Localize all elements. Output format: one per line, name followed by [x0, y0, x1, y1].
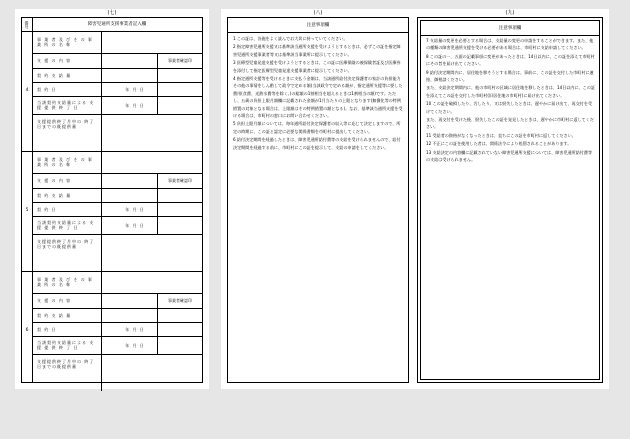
block-number: 6	[25, 328, 29, 333]
note-item: 12 不正にこの証を使用した者は、関係法令により処罰されることがあります。	[426, 141, 572, 147]
provider-entry-table	[21, 17, 203, 383]
note-item: 4 指定通所支援等を受けるときに支払う金額は、当該通所給付決定保護者の家計の負担能力その他の事情をしん酌して政令で定める額(当該政令で定める額が、指定通所支援等に要した費用(食費、光熱水費等を除く。)の総額の1割相当を超えるときは1割相当の額)です。ただし、五歳の負担上限月額欄に記載された金額が1月当たりの上限となります(無償化等の特例措置の対象となる場合は、上限額はその特例措置の額となる)。なお、基準該当通所支援を受ける場合は、市町村の窓口にお問い合わせください。	[233, 76, 403, 119]
note-item: また、支給決定期間内に、他の市町村の区域に居住地を移したときは、14日以内に、この証を添えてこの証を交付した市町村(旧居住地の市町村)に届け出てください。	[426, 85, 595, 98]
note-item: 11 受給者の資格がなくなったときは、直ちにこの証を市町村に返してください。	[426, 132, 576, 138]
date-field[interactable]: 年 月 日	[125, 342, 145, 348]
row-label-business: 事 業 者 及 び そ の 事 業 所 の 名 称	[37, 157, 93, 167]
row-label-business: 事 業 者 及 び そ の 事 業 所 の 名 称	[37, 37, 93, 47]
row-label-amount: 契 約 支 給 量	[37, 72, 72, 78]
note-item: 10 この証を破損したり、汚したり、又は紛失したときは、遅やかに届け出て、再交付を受けてください。	[426, 101, 593, 114]
number-header: 番号	[24, 20, 30, 29]
page-seven	[15, 9, 209, 389]
confirm-seal-label: 事業者確認印	[168, 298, 192, 303]
notes-frame	[417, 17, 603, 383]
note-item: 8 この証の一、五面の記載事項に変更があったときは、14日以内に、この証を添えて市町村にその旨を届け出てください。	[426, 53, 595, 67]
block-number: 4	[25, 88, 29, 93]
note-item: 5 負担上限月額については、毎年通所給付決定保護者の収入等に応じて決定しますので、所定の時期に、この証と認定に必要な関係書類を市町村に提出してください。	[233, 121, 401, 134]
date-field[interactable]: 年 月 日	[125, 206, 145, 212]
note-item: 9 給付決定期間内に、居住地を移そうとする場合は、事前に、この証を交付した市町村に連絡、御相談ください。	[426, 69, 594, 83]
notes-title: 注意事項欄	[228, 18, 408, 33]
notes-body	[233, 35, 404, 152]
row-label-amount: 契 約 支 給 量	[37, 192, 72, 198]
page-number: (七)	[107, 10, 117, 16]
note-item: 6 給付決定期間を経過したときは、障害児通所給付費等の支給を受けられませんので、給付決定期間を経過する前に、市町村にこの証を提示して、支給の申請をしてください。	[233, 137, 401, 150]
row-label-amount: 契 約 支 給 量	[37, 312, 72, 318]
notes-frame	[227, 17, 409, 383]
row-label-contract_amount_current: 当該契約支給量による 支 援 提 供 終 了 日	[37, 100, 95, 110]
notes-inner-frame	[420, 20, 600, 380]
row-label-contract_date: 契 約 日	[37, 326, 57, 332]
notes-body	[426, 37, 595, 165]
row-label-content: 支 援 の 内 容	[37, 178, 72, 183]
note-item: 2 指定障害児通所支援又は基準該当通所支援を受けようとするときは、必ずこの証を指定障害児通所支援事業者等又は基準該当事業所に提示してください。	[233, 44, 401, 57]
date-field[interactable]: 年 月 日	[125, 326, 145, 332]
note-item: 13 支給決定の内容欄に記載されていない障害児通所支援については、障害児通所給付費等の支給は受けられません。	[426, 149, 593, 163]
table-title: 障害児通所支援事業者記入欄	[87, 22, 147, 27]
row-label-business: 事 業 者 及 び そ の 事 業 所 の 名 称	[37, 277, 93, 287]
date-field[interactable]: 年 月 日	[125, 222, 145, 228]
note-item: 7 支給量の変更を必要とする場合は、支給量の変更の申請をすることができます。また、他の種類の障害児通所支援を受ける必要がある場合は、市町村に支給申請してください。	[426, 38, 594, 51]
page-number: (九)	[505, 10, 515, 16]
row-label-content: 支 援 の 内 容	[37, 58, 72, 63]
notes-title: 注意事項欄	[421, 21, 599, 36]
row-label-contract_date: 契 約 日	[37, 86, 57, 92]
row-label-contract_amount_current: 当該契約支給量による 支 援 提 供 終 了 日	[37, 340, 95, 350]
note-item: 3 医療型児童発達支援を受けようとするときは、この証に医療保険の被保険者証及び医療券を添付して指定医療型児童発達支援事業者に提示してください。	[233, 60, 401, 73]
row-label-content: 支 援 の 内 容	[37, 298, 72, 303]
row-label-provision_end: 支援提供終了月中の 終了日までの既提供量	[37, 119, 95, 129]
note-item: また、再交付を受けた後、紛失したこの証を発見したときは、遅やかに市町村に返してください。	[426, 117, 594, 130]
note-item: 1 この証は、各施をよく読んでお大切に持っていてください。	[233, 36, 348, 41]
page-nine	[411, 9, 609, 389]
row-label-provision_end: 支援提供終了月中の 終了日までの既提供量	[37, 359, 95, 369]
date-field[interactable]: 年 月 日	[125, 86, 145, 92]
row-label-provision_end: 支援提供終了月中の 終了日までの既提供量	[37, 239, 95, 249]
row-label-contract_date: 契 約 日	[37, 206, 57, 212]
page-eight	[221, 9, 415, 389]
date-field[interactable]: 年 月 日	[125, 102, 145, 108]
block-number: 5	[25, 208, 29, 213]
confirm-seal-label: 事業者確認印	[168, 58, 192, 63]
row-label-contract_amount_current: 当該契約支給量による 支 援 提 供 終 了 日	[37, 220, 95, 230]
confirm-seal-label: 事業者確認印	[168, 178, 192, 183]
page-number: (八)	[313, 10, 323, 16]
